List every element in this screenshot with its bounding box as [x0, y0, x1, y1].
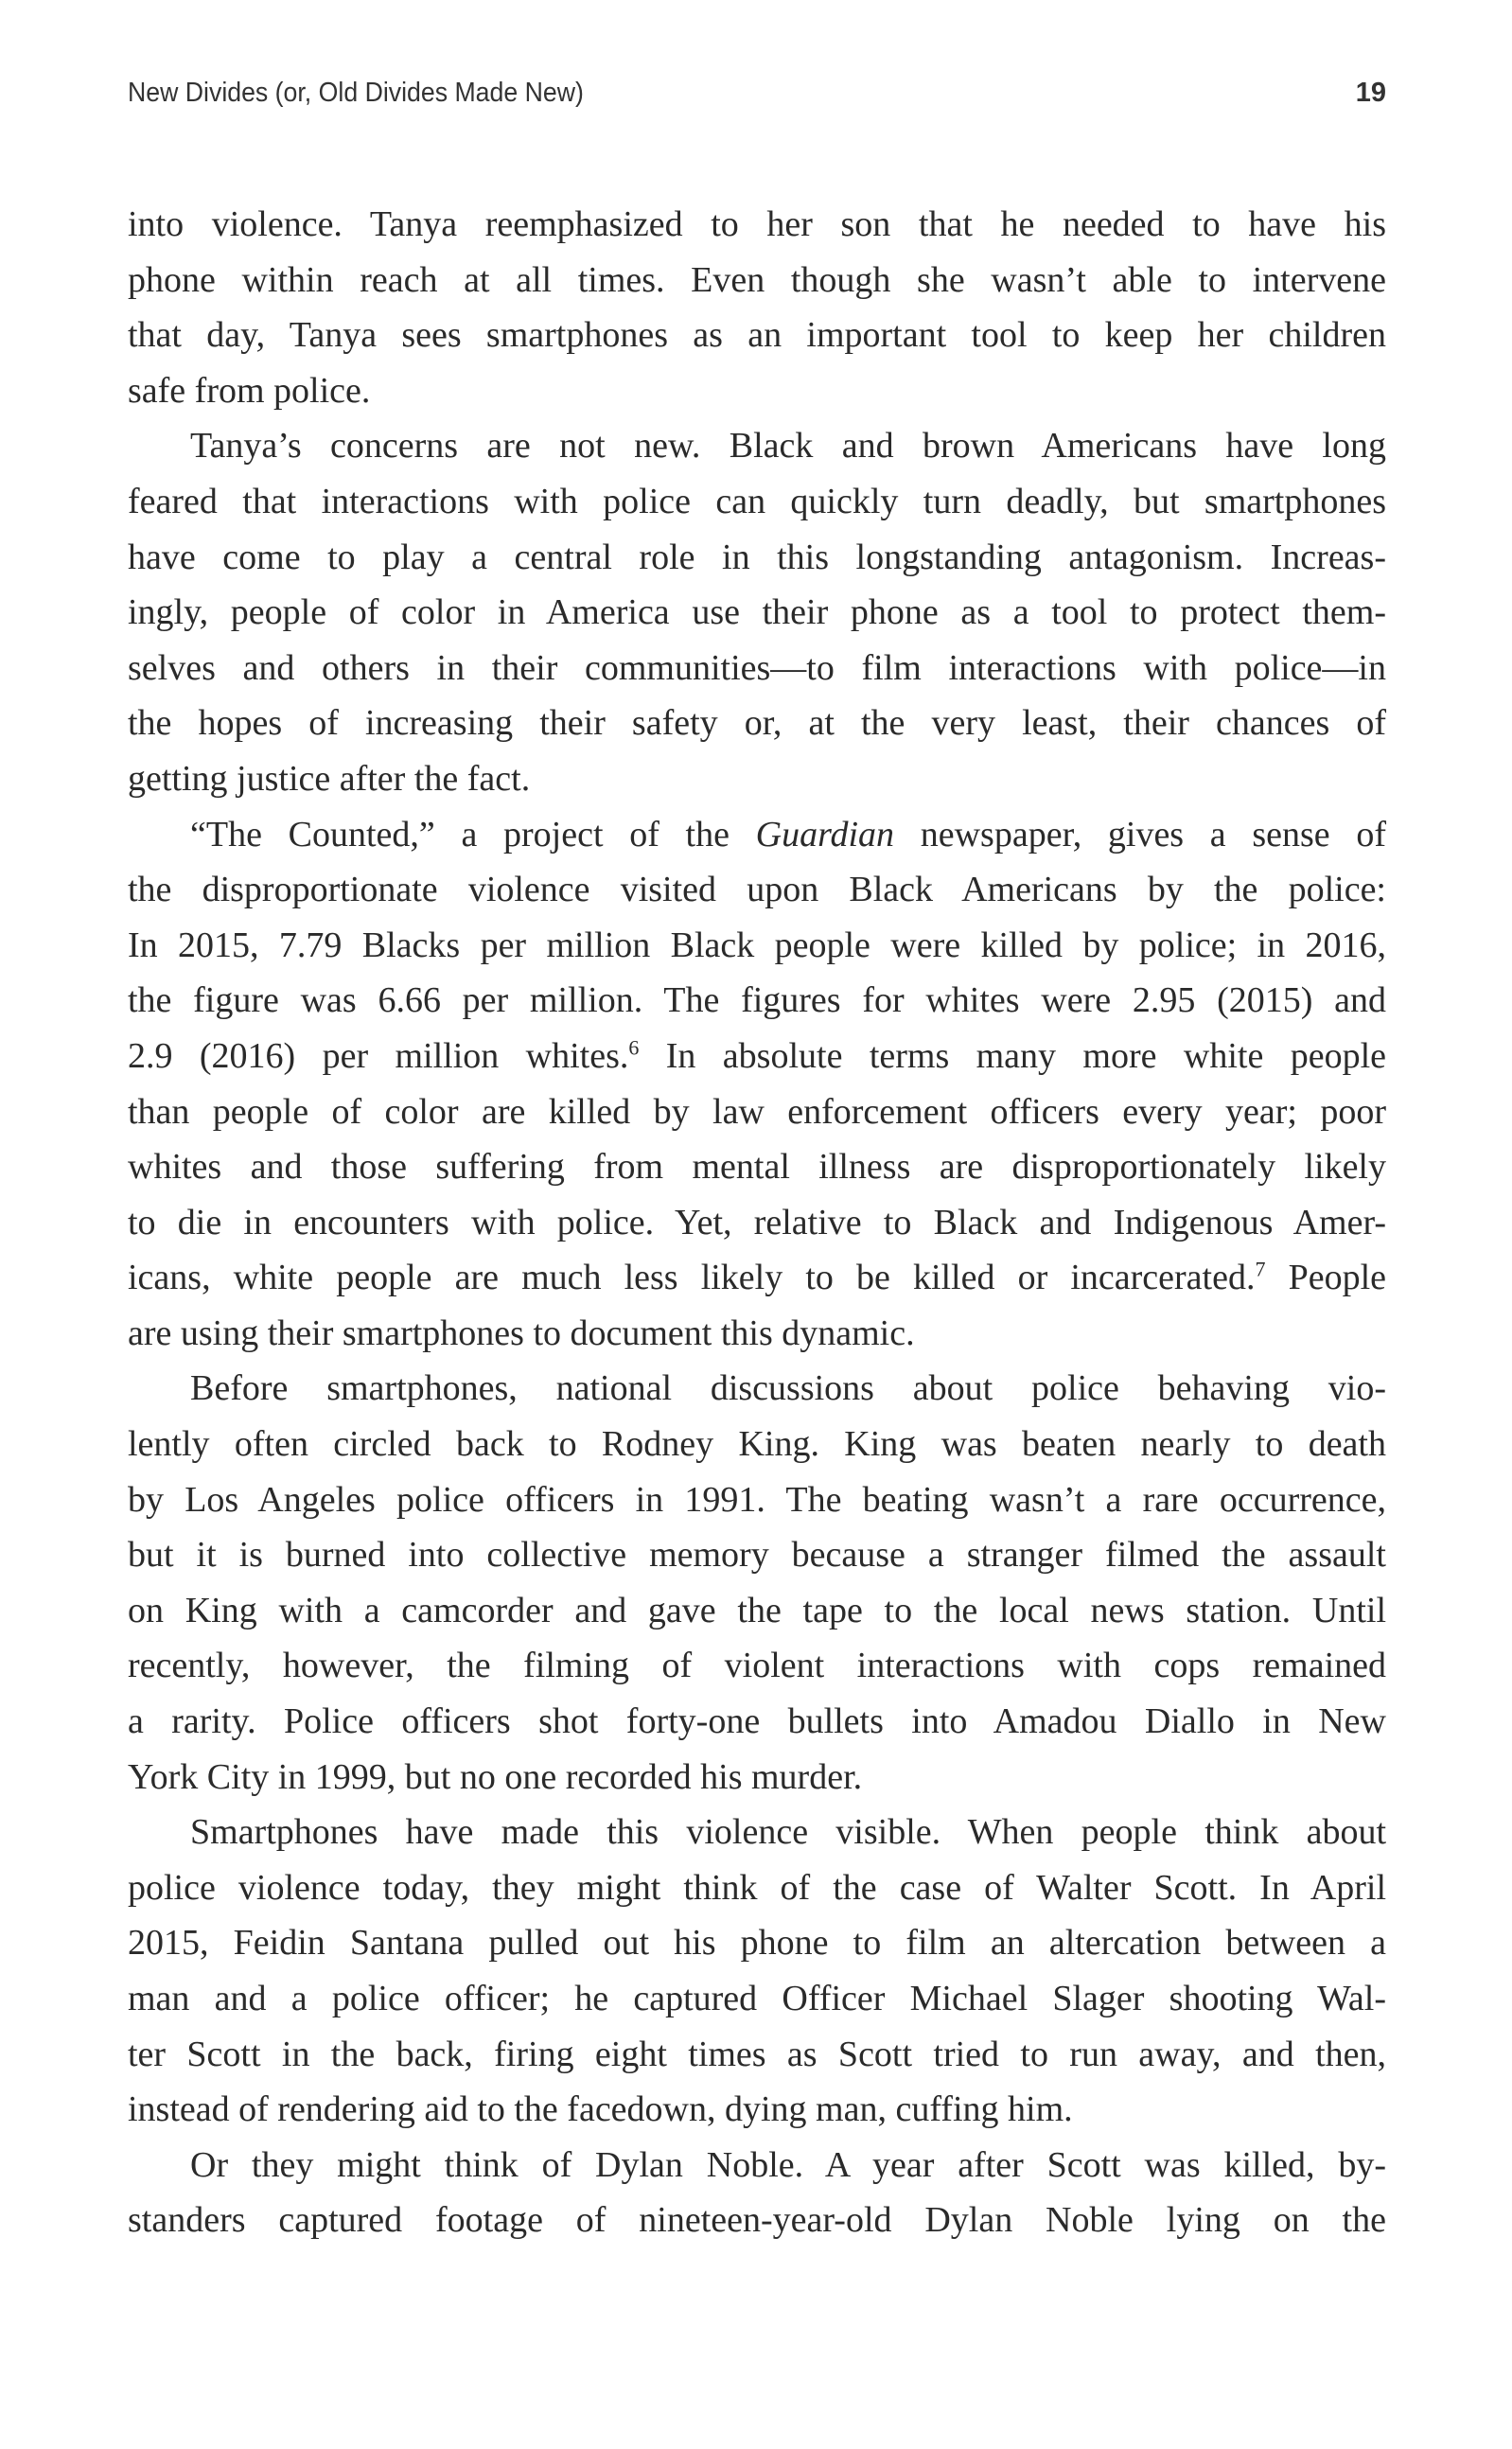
body-text — [128, 197, 1386, 2248]
italic-text: Guardian — [755, 814, 895, 855]
text-segment: but it is burned into collective memory because a stranger filmed the assault — [128, 1535, 1386, 1576]
text-segment: that day, Tanya sees smartphones as an important tool to keep her children — [128, 315, 1386, 356]
text-segment: feared that interactions with police can quickly turn deadly, but smartphones — [128, 481, 1386, 521]
text-segment: whites and those suffering from mental illness are disproportionately likely — [128, 1147, 1386, 1188]
text-line — [128, 862, 1386, 918]
text-line — [128, 1915, 1386, 1971]
text-line — [128, 308, 1386, 363]
text-segment: standers captured footage of nineteen-year-old Dylan Noble lying on the — [128, 2200, 1386, 2241]
text-line — [128, 1750, 1386, 1806]
text-segment: recently, however, the filming of violent interactions with cops remained — [128, 1646, 1386, 1686]
text-segment: by Los Angeles police officers in 1991. The beating wasn’t a rare occurrence, — [128, 1479, 1386, 1520]
text-segment: ter Scott in the back, firing eight times as Scott tried to run away, and then, — [128, 2034, 1386, 2074]
text-segment: Or they might think of Dylan Noble. A year after Scott was killed, by- — [190, 2144, 1386, 2185]
text-segment: Tanya’s concerns are not new. Black and brown Americans have long — [190, 426, 1386, 467]
text-line — [128, 1361, 1386, 1417]
text-line — [128, 751, 1386, 807]
paragraph — [128, 2138, 1386, 2248]
text-line — [128, 1860, 1386, 1916]
text-segment: on King with a camcorder and gave the tape to the local news station. Until — [128, 1590, 1386, 1630]
text-line — [128, 1472, 1386, 1528]
text-segment: lently often circled back to Rodney King. King was beaten nearly to death — [128, 1424, 1386, 1465]
text-segment: the disproportionate violence visited upon Black Americans by the police: — [128, 870, 1386, 910]
paragraph — [128, 197, 1386, 418]
text-line — [128, 807, 1386, 863]
text-line — [128, 973, 1386, 1029]
text-line — [128, 363, 1386, 419]
text-segment: safe from police. — [128, 370, 371, 411]
text-line — [128, 585, 1386, 641]
text-segment: the hopes of increasing their safety or, at the very least, their chances of — [128, 703, 1386, 744]
text-line — [128, 1417, 1386, 1472]
text-line — [128, 1029, 1386, 1084]
text-line — [128, 2193, 1386, 2248]
text-segment: “The Counted,” a project of the — [190, 814, 756, 855]
paragraph — [128, 1805, 1386, 2138]
text-line — [128, 1306, 1386, 1362]
paragraph — [128, 1361, 1386, 1805]
text-segment: are using their smartphones to document this dynamic. — [128, 1313, 915, 1353]
text-segment: In 2015, 7.79 Blacks per million Black people were killed by police; in 2016, — [128, 925, 1386, 965]
footnote-marker: 6 — [628, 1035, 640, 1060]
text-segment: to die in encounters with police. Yet, relative to Black and Indigenous Amer- — [128, 1202, 1386, 1242]
text-line — [128, 2082, 1386, 2138]
text-line — [128, 696, 1386, 751]
text-line — [128, 253, 1386, 308]
text-segment: getting justice after the fact. — [128, 758, 531, 799]
text-segment: instead of rendering aid to the facedown, dying man, cuffing him. — [128, 2089, 1073, 2130]
text-segment: a rarity. Police officers shot forty-one bullets into Amadou Diallo in New — [128, 1701, 1386, 1742]
text-line — [128, 918, 1386, 974]
text-segment: police violence today, they might think of the case of Walter Scott. In April — [128, 1867, 1386, 1908]
text-segment: phone within reach at all times. Even though she wasn’t able to intervene — [128, 259, 1386, 300]
text-line — [128, 530, 1386, 586]
text-line — [128, 641, 1386, 696]
text-segment: People — [1265, 1258, 1386, 1298]
paragraph — [128, 807, 1386, 1362]
text-line — [128, 2027, 1386, 2083]
footnote-marker: 7 — [1255, 1257, 1266, 1281]
text-segment: than people of color are killed by law enforcement officers every year; poor — [128, 1091, 1386, 1132]
text-segment: ingly, people of color in America use their phone as a tool to protect them- — [128, 592, 1386, 633]
text-segment: have come to play a central role in this longstanding antagonism. Increas- — [128, 537, 1386, 577]
running-header — [128, 78, 1386, 119]
text-segment: the figure was 6.66 per million. The figures for whites were 2.95 (2015) and — [128, 980, 1386, 1021]
paragraph — [128, 418, 1386, 806]
text-line — [128, 1139, 1386, 1195]
text-line — [128, 1084, 1386, 1140]
text-segment: icans, white people are much less likely to be killed or incarcerated. — [128, 1258, 1256, 1298]
text-line — [128, 1638, 1386, 1694]
text-segment: newspaper, gives a sense of — [894, 814, 1386, 855]
text-segment: Smartphones have made this violence visible. When people think about — [190, 1812, 1386, 1853]
text-line — [128, 1250, 1386, 1306]
text-segment: selves and others in their communities—to film interactions with police—in — [128, 647, 1386, 688]
page-number: 19 — [1355, 78, 1386, 108]
text-line — [128, 1583, 1386, 1639]
text-segment: 2015, Feidin Santana pulled out his phone to film an altercation between a — [128, 1923, 1386, 1964]
running-title: New Divides (or, Old Divides Made New) — [128, 78, 584, 108]
text-line — [128, 197, 1386, 253]
text-line — [128, 418, 1386, 474]
text-segment: man and a police officer; he captured Officer Michael Slager shooting Wal- — [128, 1979, 1386, 2018]
text-line — [128, 1805, 1386, 1860]
text-segment: York City in 1999, but no one recorded his murder. — [128, 1756, 863, 1797]
text-line — [128, 1195, 1386, 1251]
text-line — [128, 474, 1386, 530]
text-line — [128, 1971, 1386, 2027]
text-line — [128, 1694, 1386, 1750]
text-segment: into violence. Tanya reemphasized to her son that he needed to have his — [128, 204, 1386, 244]
text-segment: In absolute terms many more white people — [639, 1035, 1386, 1076]
text-line — [128, 2138, 1386, 2194]
text-line — [128, 1527, 1386, 1583]
text-segment: Before smartphones, national discussions about police behaving vio- — [190, 1368, 1386, 1409]
text-segment: 2.9 (2016) per million whites. — [128, 1035, 629, 1076]
